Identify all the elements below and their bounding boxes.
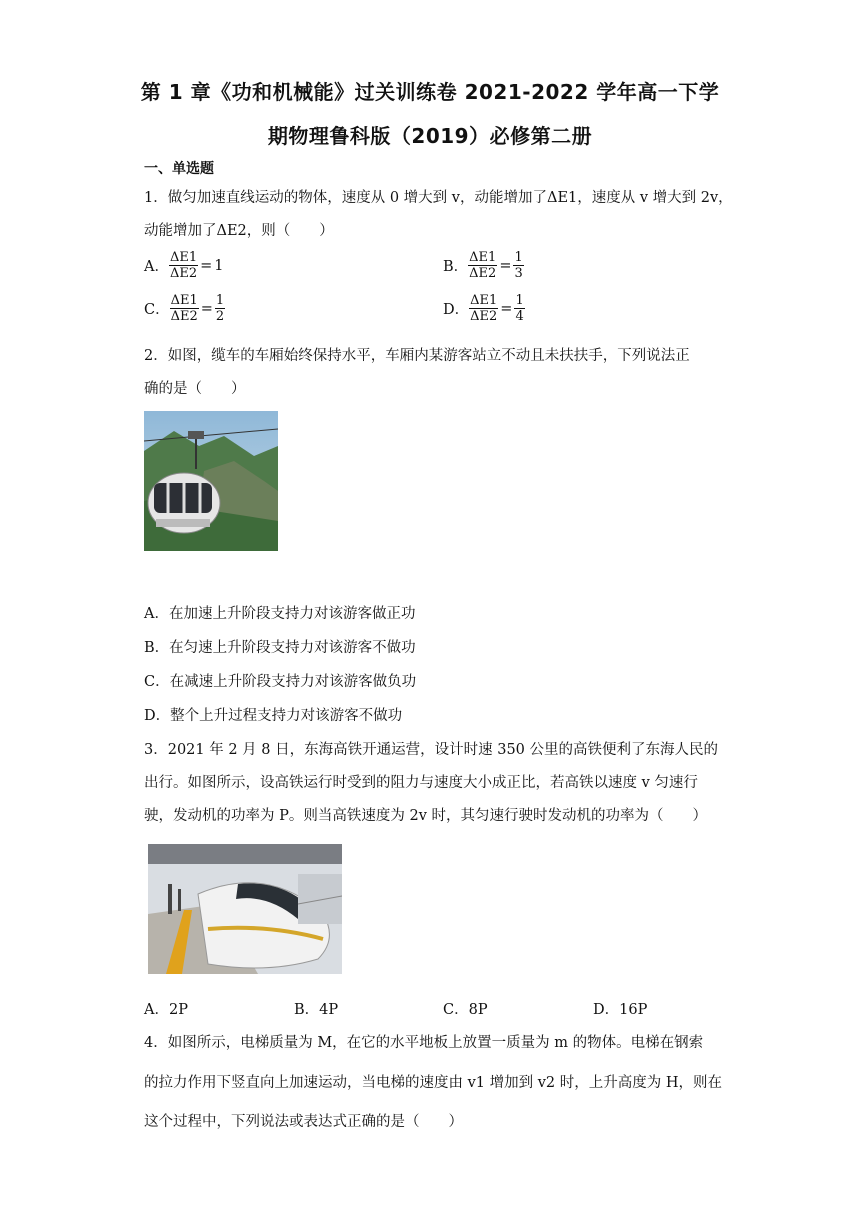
section-heading: 一、单选题	[144, 161, 214, 177]
q2-option-a: A．在加速上升阶段支持力对该游客做正功	[144, 606, 416, 622]
q1-stem-line-2: 动能增加了ΔE2，则（ ）	[144, 223, 334, 239]
q3-option-d: D．16P	[593, 1002, 648, 1018]
q1-stem-line-1: 1．做匀加速直线运动的物体，速度从 0 增大到 v，动能增加了ΔE1，速度从 v 增大到 2v，	[144, 190, 733, 206]
document-title-line-2: 期物理鲁科版（2019）必修第二册	[267, 124, 593, 148]
q1-option-b: B． $\frac{\Delta E1}{\Delta E2}$ = $\frac{1}{3}$	[443, 250, 523, 281]
high-speed-train-photo	[148, 844, 342, 974]
q1-option-a: A． $\frac{\Delta E1}{\Delta E2}$ = 1	[144, 250, 224, 281]
q3-option-a: A．2P	[144, 1002, 188, 1018]
q1-option-d: D． $\frac{\Delta E1}{\Delta E2}$ = $\frac{1}{4}$	[443, 293, 524, 324]
q3-stem-line-2: 出行。如图所示，设高铁运行时受到的阻力与速度大小成正比，若高铁以速度 v 匀速行	[144, 775, 698, 791]
q3-stem-line-3: 驶，发动机的功率为 P。则当高铁速度为 2v 时，其匀速行驶时发动机的功率为（ ）	[144, 808, 707, 824]
q2-stem-line-2: 确的是（ ）	[144, 381, 246, 397]
q3-option-b: B．4P	[294, 1002, 339, 1018]
q3-stem-line-1: 3．2021 年 2 月 8 日，东海高铁开通运营，设计时速 350 公里的高铁便利了东海人民的	[144, 742, 719, 758]
q3-option-c: C．8P	[443, 1002, 488, 1018]
q4-stem-line-2: 的拉力作用下竖直向上加速运动，当电梯的速度由 v1 增加到 v2 时，上升高度为 H，则在	[144, 1075, 723, 1091]
q2-stem-line-1: 2．如图，缆车的车厢始终保持水平，车厢内某游客站立不动且未扶扶手，下列说法正	[144, 348, 690, 364]
q4-stem-line-1: 4．如图所示，电梯质量为 M，在它的水平地板上放置一质量为 m 的物体。电梯在钢索	[144, 1035, 704, 1051]
q2-option-d: D．整个上升过程支持力对该游客不做功	[144, 708, 403, 724]
q1-option-c: C． $\frac{\Delta E1}{\Delta E2}$ = $\frac{1}{2}$	[144, 293, 225, 324]
cable-car-photo	[144, 411, 278, 551]
q2-option-b: B．在匀速上升阶段支持力对该游客不做功	[144, 640, 416, 656]
q2-option-c: C．在减速上升阶段支持力对该游客做负功	[144, 674, 417, 690]
document-title-line-1: 第 1 章《功和机械能》过关训练卷 2021-2022 学年高一下学	[140, 80, 720, 104]
q4-stem-line-3: 这个过程中，下列说法或表达式正确的是（ ）	[144, 1114, 463, 1130]
